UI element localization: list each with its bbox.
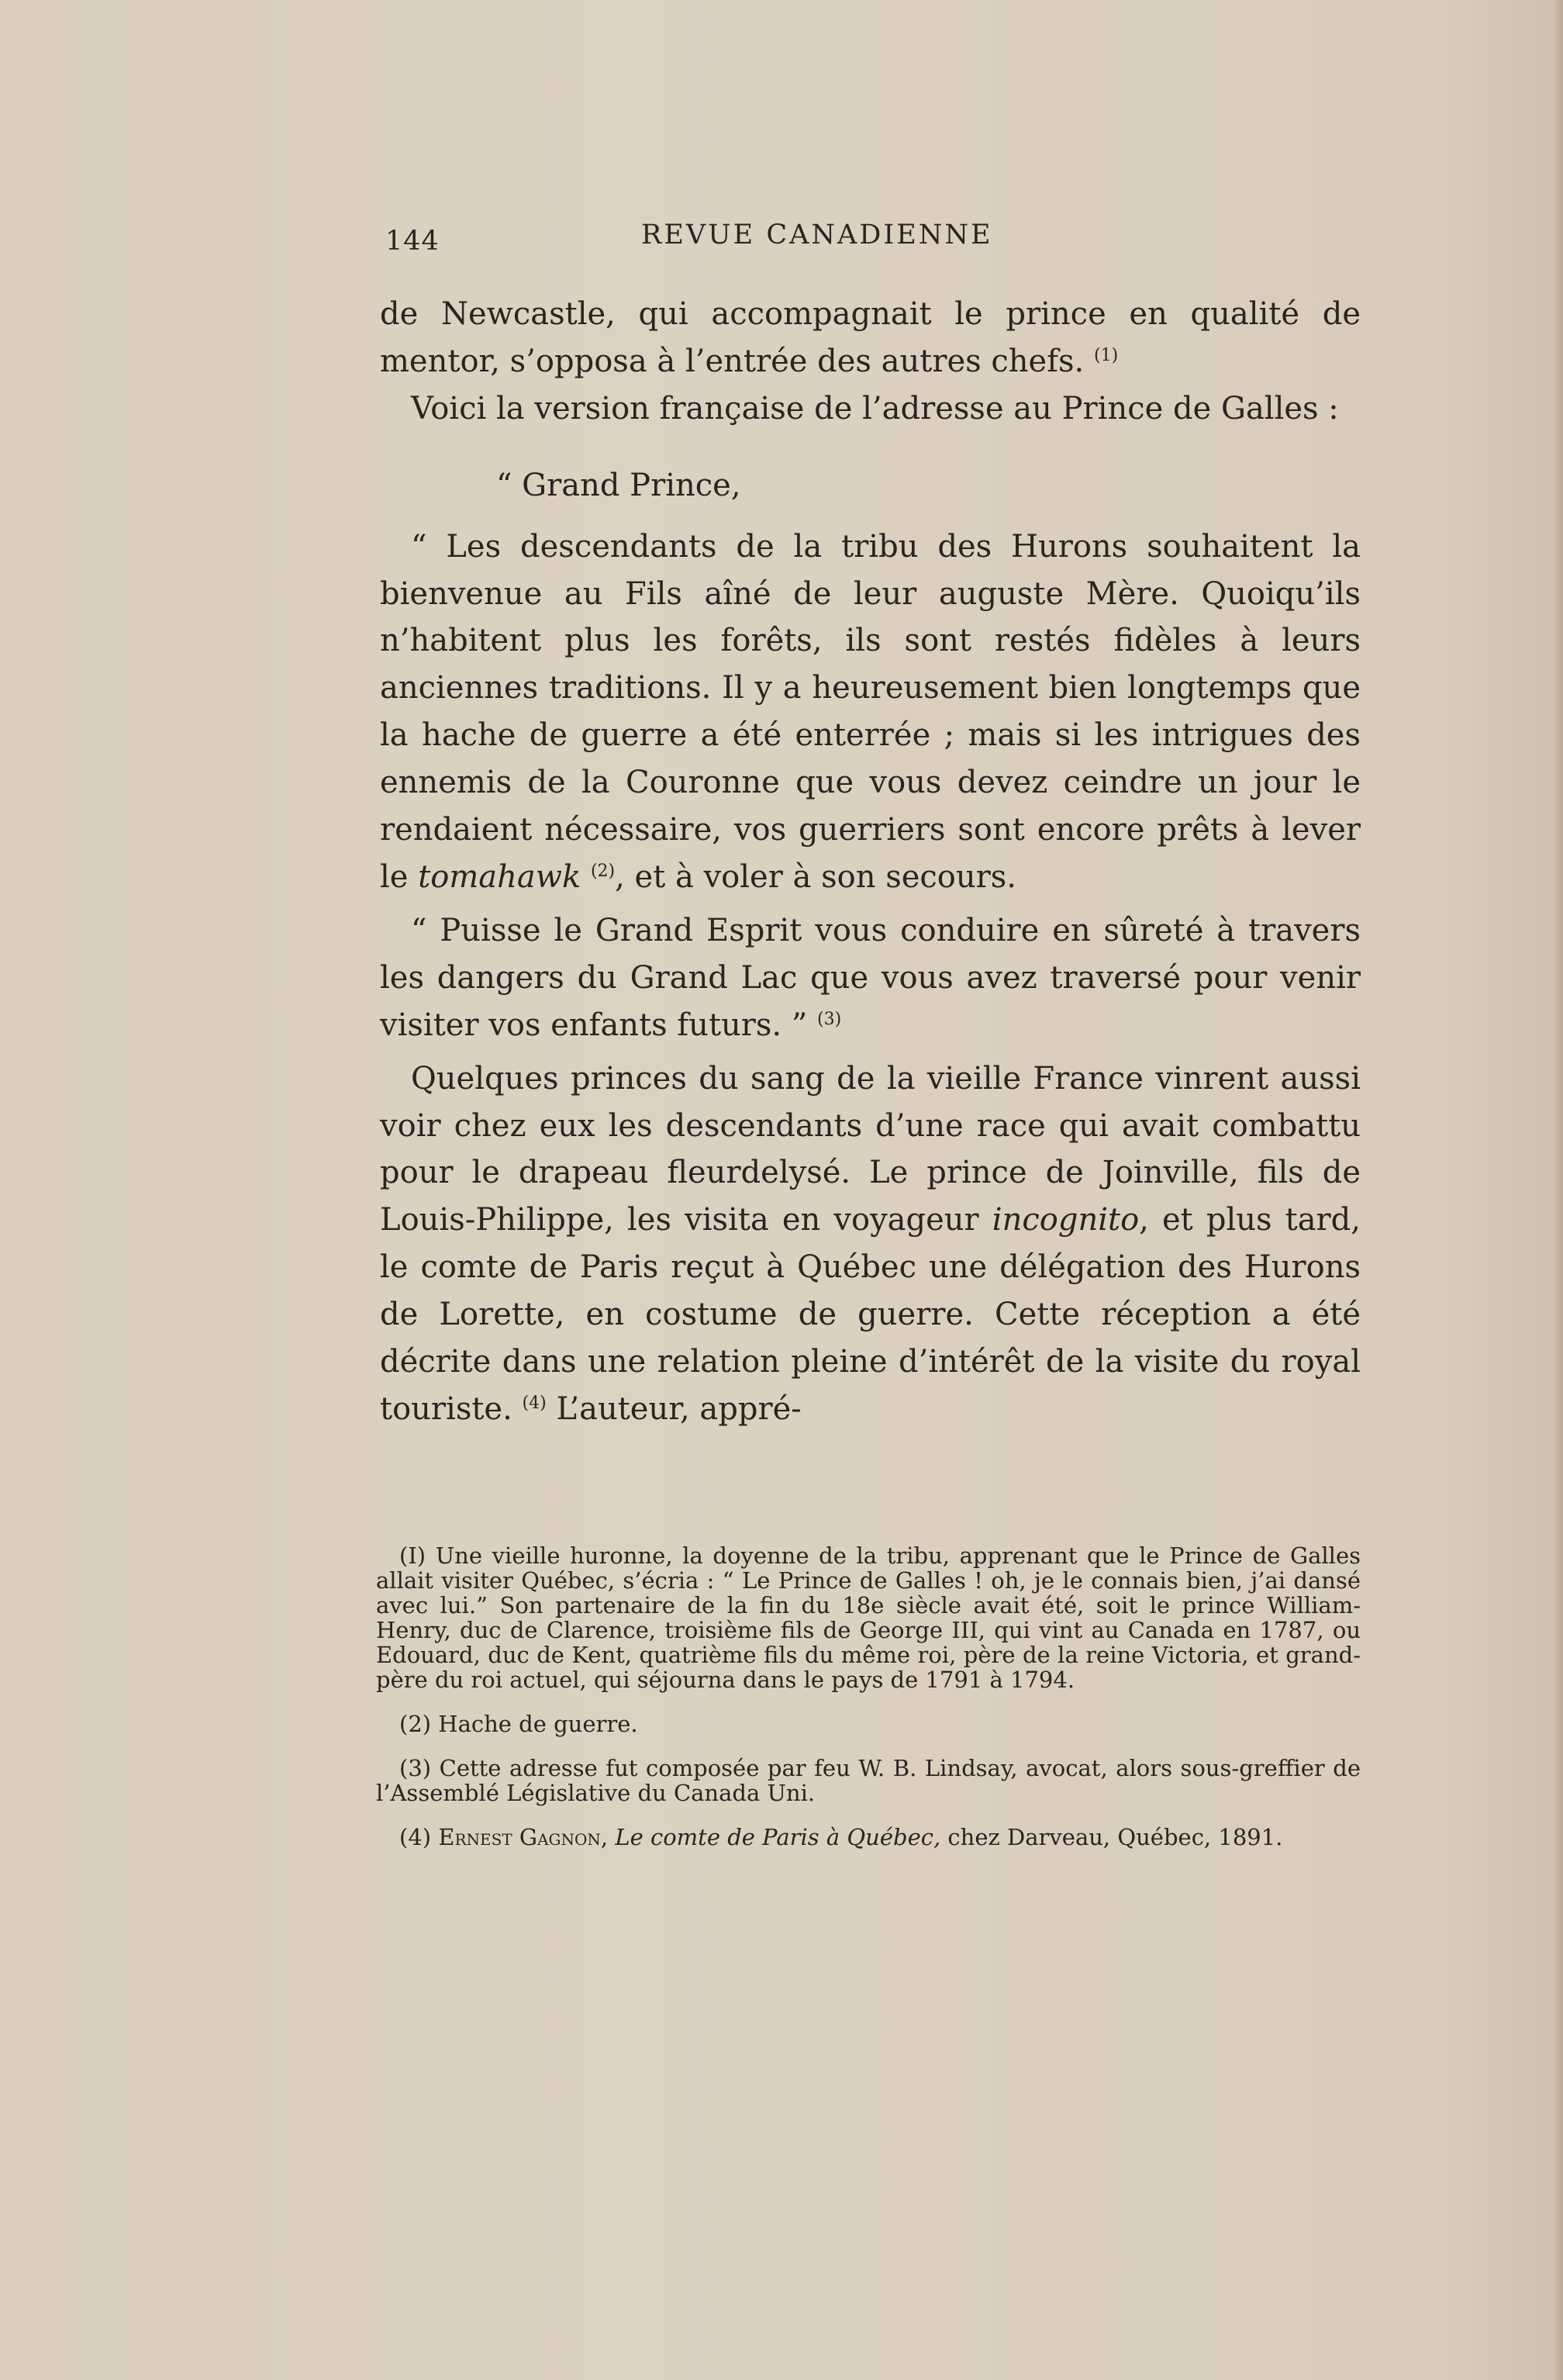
running-head <box>385 219 1354 258</box>
italic-incognito: incognito <box>992 1202 1140 1238</box>
body-text <box>380 291 1361 1433</box>
address-salutation: “ Grand Prince, <box>496 467 741 503</box>
footnote-author: Ernest Gagnon, <box>438 1824 609 1850</box>
footnote-book-title: Le comte de Paris à Québec, <box>615 1824 941 1850</box>
journal-title: REVUE CANADIENNE <box>641 219 993 250</box>
footnote-2: (2) Hache de guerre. <box>399 1711 638 1737</box>
paragraph-4: “ Puisse le Grand Esprit vous conduire en sûreté à travers les dangers du Grand Lac que vous avez traversé pour venir visiter vos enfants futurs. ” $^{(3)}$ <box>380 912 1361 1043</box>
paragraph-5: Quelques princes du sang de la vieille France vinrent aussi voir chez eux les descendants d’une race qui avait combattu pour le drapeau fleurdelysé. Le prince de Joinville, fils de Louis-Philippe, les visita en voyageur incognito, et plus tard, le comte de Paris reçut à Québec une délégation des Hurons de Lorette, en costume de guerre. Cette réception a été décrite dans une relation pleine d’intérêt de la visite du royal touriste. $^{(4)}$ L’auteur, appré- <box>380 1060 1361 1427</box>
footnote-4: (4) Ernest Gagnon, Le comte de Paris à Québec, chez Darveau, Québec, 1891. <box>399 1824 1283 1850</box>
page-number: 144 <box>385 226 440 257</box>
italic-tomahawk: tomahawk <box>418 858 581 895</box>
footnote-3: (3) Cette adresse fut composée par feu W. B. Lindsay, avocat, alors sous-greffier de l’Assemblé Législative du Canada Uni. <box>376 1755 1361 1806</box>
page-edge-shadow <box>1552 0 1563 2380</box>
footnote-ref-1: (1) <box>1093 345 1119 365</box>
paragraph-2: Voici la version française de l’adresse au Prince de Galles : <box>411 390 1339 427</box>
footnote-ref-4: (4) <box>522 1393 547 1413</box>
footnote-1: (I) Une vieille huronne, la doyenne de la tribu, apprenant que le Prince de Galles allait visiter Québec, s’écria : “ Le Prince de Galles ! oh, je le connais bien, j’ai dansé avec lui.” Son partenaire de la fin du 18e siècle avait été, soit le prince William-Henry, duc de Clarence, troisième fils de George III, qui vint au Canada en 1787, ou Edouard, duc de Kent, quatrième fils du même roi, père de la reine Victoria, et grand-père du roi actuel, qui séjourna dans le pays de 1791 à 1794. <box>376 1542 1361 1693</box>
footnote-ref-2: (2) <box>590 861 616 881</box>
paragraph-3: “ Les descendants de la tribu des Hurons souhaitent la bienvenue au Fils aîné de leur auguste Mère. Quoiqu’ils n’habitent plus les forêts, ils sont restés fidèles à leurs anciennes traditions. Il y a heureusement bien longtemps que la hache de guerre a été enterrée ; mais si les intrigues des ennemis de la Couronne que vous devez ceindre un jour le rendaient nécessaire, vos guerriers sont encore prêts à lever le tomahawk $^{(2)}$, et à voler à son secours. <box>380 528 1361 895</box>
paragraph-1: de Newcastle, qui accompagnait le prince en qualité de mentor, s’opposa à l’entrée des autres chefs. $^{(1)}$ <box>380 296 1361 379</box>
footnotes <box>376 1543 1361 1869</box>
footnote-ref-3: (3) <box>817 1009 842 1029</box>
